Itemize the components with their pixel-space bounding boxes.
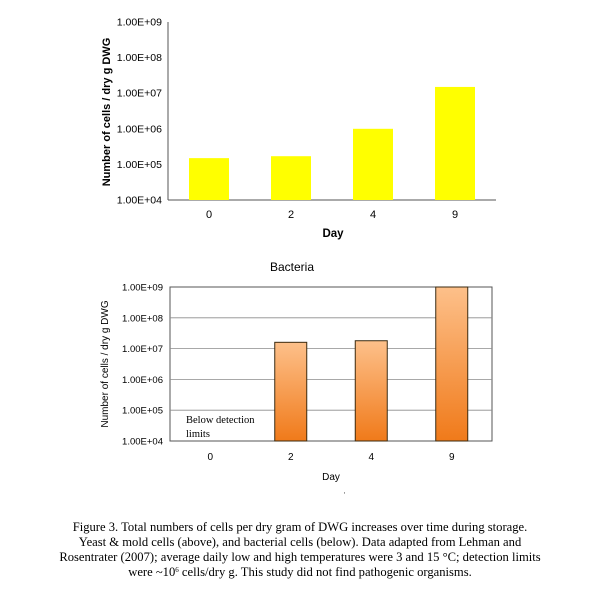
x-tick-label: 4 xyxy=(368,452,375,463)
caption-line: Rosentrater (2007); average daily low and high temperatures were 3 and 15 °C; detection limits xyxy=(59,550,541,564)
x-axis-title: Day xyxy=(322,472,340,483)
x-tick-label: 0 xyxy=(205,209,213,221)
x-tick-label: 4 xyxy=(369,209,377,221)
caption-line xyxy=(20,565,580,580)
x-tick-label: 2 xyxy=(287,209,295,221)
bar-day-4 xyxy=(353,129,393,200)
chart-title: Bacteria xyxy=(269,260,315,274)
y-tick-label: 1.00E+05 xyxy=(122,405,163,417)
figure-caption xyxy=(20,520,580,580)
bar-day-4 xyxy=(355,341,387,441)
bar-day-2 xyxy=(271,156,311,200)
y-axis-title: Number of cells / dry g DWG xyxy=(101,37,113,187)
x-axis-title: Day xyxy=(322,228,344,240)
x-tick-label: 2 xyxy=(287,452,294,463)
y-tick-label: 1.00E+07 xyxy=(116,87,162,100)
bar-day-9 xyxy=(435,87,475,200)
x-tick-label: 9 xyxy=(448,452,455,463)
annotation-below-detection xyxy=(186,415,257,440)
y-tick-label: 1.00E+06 xyxy=(122,374,163,386)
y-tick-label: 1.00E+06 xyxy=(116,123,162,136)
x-tick-label: 9 xyxy=(451,209,459,221)
caption-text: were ~10 xyxy=(128,565,176,579)
y-tick-label: 1.00E+09 xyxy=(122,282,163,294)
y-tick-label: 1.00E+09 xyxy=(116,16,162,29)
yeast-mold-chart xyxy=(101,17,496,241)
bar-day-2 xyxy=(275,342,307,441)
caption-line: Figure 3. Total numbers of cells per dry gram of DWG increases over time during storage. xyxy=(72,520,528,534)
stray-mark: · xyxy=(343,488,346,498)
annotation-line: Below detection xyxy=(186,415,255,426)
x-tick-label: 0 xyxy=(207,452,214,463)
annotation-line: limits xyxy=(186,429,210,440)
y-tick-label: 1.00E+04 xyxy=(116,194,162,207)
y-tick-label: 1.00E+08 xyxy=(116,52,162,65)
y-tick-label: 1.00E+04 xyxy=(122,436,163,448)
caption-text: cells/dry g. This study did not find pathogenic organisms. xyxy=(178,565,472,579)
bacteria-chart xyxy=(100,260,492,498)
caption-superscript: 6 xyxy=(175,566,179,574)
caption-line: Yeast & mold cells (above), and bacterial cells (below). Data adapted from Lehman and xyxy=(78,535,522,549)
bar-day-0 xyxy=(189,158,229,200)
y-axis-title: Number of cells / dry g DWG xyxy=(100,300,111,428)
y-tick-label: 1.00E+07 xyxy=(122,344,163,356)
y-tick-label: 1.00E+08 xyxy=(122,313,163,325)
y-tick-label: 1.00E+05 xyxy=(116,158,162,171)
bar-day-9 xyxy=(436,287,468,441)
